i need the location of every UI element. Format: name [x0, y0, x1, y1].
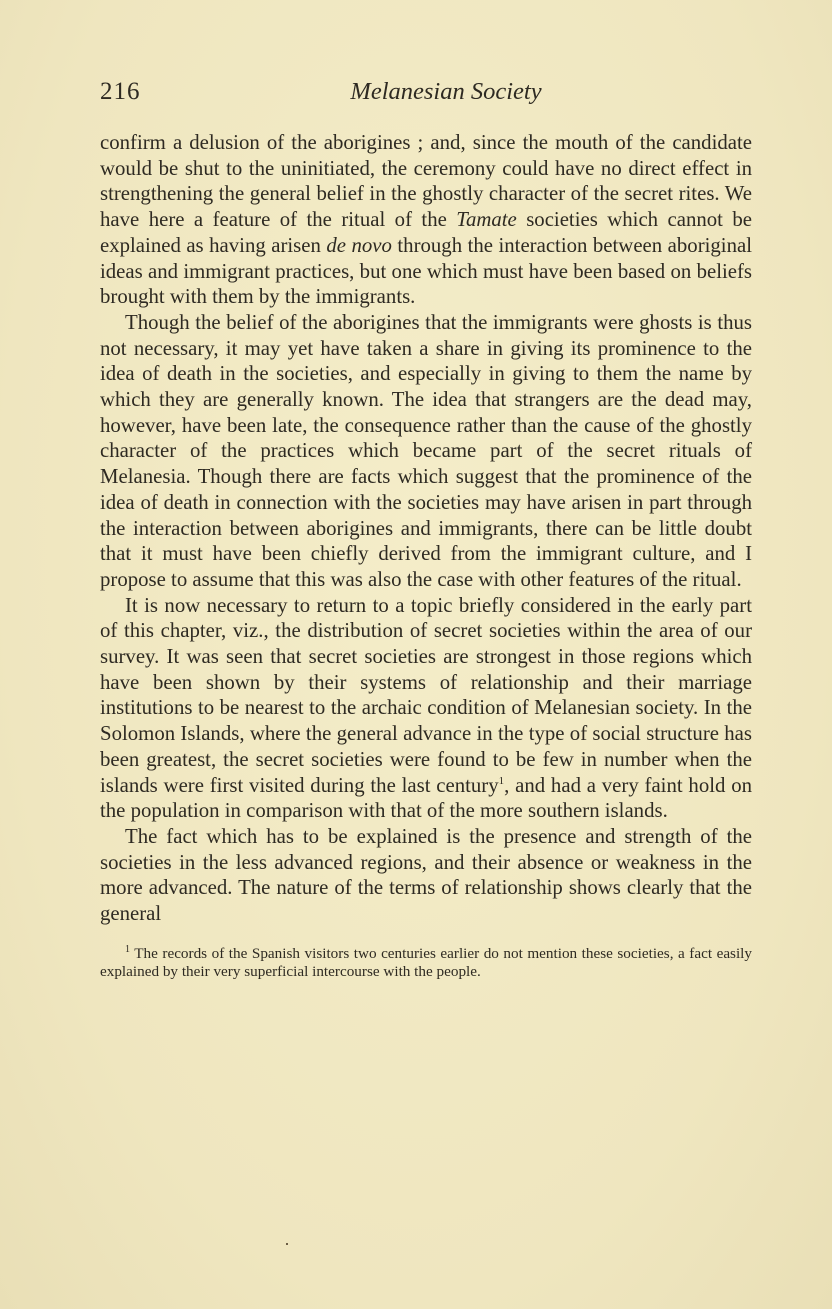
footnote-marker: 1 — [498, 774, 505, 787]
text-run: The fact which has to be explained is the presence and strength of the societies in the less advanced regions, and their absence or weakness in the more advanced. The nature of the terms of relationship shows clearly that the general — [100, 824, 752, 926]
print-speck — [286, 1243, 288, 1245]
footnote-number: 1 — [125, 943, 130, 955]
paragraph — [100, 310, 752, 593]
book-page — [100, 78, 752, 982]
footnote — [100, 945, 752, 982]
italic-term: Tamate — [456, 208, 517, 232]
footnotes — [100, 945, 752, 982]
paragraph — [100, 130, 752, 310]
text-run: Though the belief of the aborigines that the immigrants were ghosts is thus not necessary, it may yet have taken a share in giving its prominence to the idea of death in the societies, and especially in giving to them the name by which they are generally known. The idea that strangers are the dead may, however, have been late, the consequence rather than the cause of the ghostly character of the practices which became part of the secret rituals of Melanesia. Though there are facts which suggest that the prominence of the idea of death in connection with the societies may have arisen in part through the interaction between aborigines and immigrants, there can be little doubt that it must have been chiefly derived from the immigrant culture, and I propose to assume that this was also the case with other features of the ritual. — [100, 310, 752, 591]
text-run: through the interaction between aboriginal ideas and immigrant practices, but one which must have been based on beliefs brought with them by the immigrants. — [100, 233, 752, 309]
running-head — [100, 78, 752, 118]
text-run: societies which cannot be explained as having arisen — [100, 208, 753, 257]
footnote-text: The records of the Spanish visitors two centuries earlier do not mention these societies, a fact easily explained by their very superficial intercourse with the people. — [100, 944, 752, 981]
paragraph — [100, 593, 752, 824]
text-run: It is now necessary to return to a topic briefly considered in the early part of this chapter, viz., the distribution of secret societies within the area of our survey. It was seen that secret societies are strongest in those regions which have been shown by their systems of relationship and their marriage institutions to be nearest to the archaic condition of Melanesian society. In the Solomon Islands, where the general advance in the type of social structure has been greatest, the secret societies were found to be few in number when the islands were first visited during the last century — [100, 593, 752, 797]
body-text — [100, 130, 752, 927]
italic-term: de novo — [326, 233, 392, 257]
running-title: Melanesian Society — [350, 78, 542, 105]
paragraph — [100, 824, 752, 927]
text-run: , and had a very faint hold on the population in comparison with that of the more southern islands. — [100, 773, 752, 823]
page-number: 216 — [100, 78, 141, 105]
text-run: confirm a delusion of the aborigines ; and, since the mouth of the candidate would be shut to the uninitiated, the ceremony could have no direct effect in strengthening the general belief in the ghostly character of the secret rites. We have here a feature of the ritual of the — [100, 131, 752, 232]
